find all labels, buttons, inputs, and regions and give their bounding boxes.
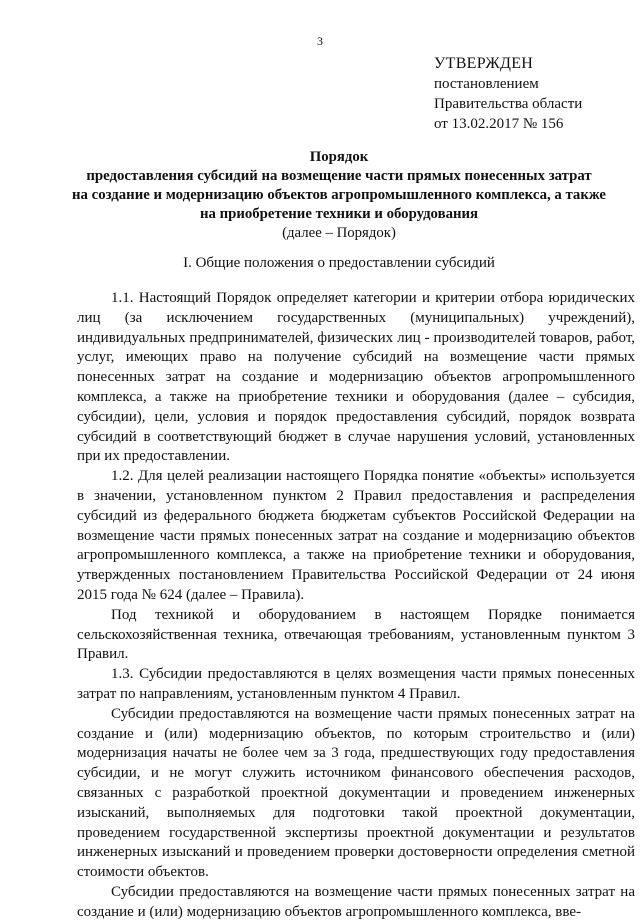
paragraph-subsidy-continued: Субсидии предоставляются на возмещение части прямых понесенных затрат на создание и (или) модернизацию объектов агропромышленного комплекса, вве- (77, 883, 635, 920)
paragraph-1-1: 1.1. Настоящий Порядок определяет категории и критерии отбора юридических лиц (за исключением государственных (муниципальных) учреждений), индивидуальных предпринимателей, физических лиц - производителей товаров, работ, услуг, имеющих право на получение субсидий на возмещение части прямых понесенных затрат на создание и модернизацию объектов агропромышленного комплекса, а также на приобретение техники и оборудования (далее – субсидия, субсидии), цели, условия и порядок предоставления субсидий, порядок возврата субсидий в соответствующий бюджет в случае нарушения условий, установленных при их предоставлении. (77, 290, 635, 465)
document-title (40, 148, 638, 243)
approval-stamp (434, 54, 634, 134)
title-heading: Порядок (309, 149, 369, 165)
paragraph-1-3: 1.3. Субсидии предоставляются в целях возмещения части прямых понесенных затрат по направлениям, установленным пунктом 4 Правил. (77, 666, 635, 702)
approval-line-1: постановлением (434, 76, 539, 92)
approval-title: УТВЕРЖДЕН (434, 55, 534, 72)
section-heading: I. Общие положения о предоставлении субсидий (183, 255, 495, 271)
paragraph-1-2: 1.2. Для целей реализации настоящего Порядка понятие «объекты» используется в значении, установленном пунктом 2 Правил предоставления и распределения субсидий из федерального бюджета бюджетам субъектов Российской Федерации на возмещение части прямых понесенных затрат на создание и модернизацию объектов агропромышленного комплекса, а также на приобретение техники и оборудования, утвержденных постановлением Правительства Российской Федерации от 24 июня 2015 года № 624 (далее – Правила). (77, 468, 635, 603)
title-line-2: на создание и модернизацию объектов агропромышленного комплекса, а также (72, 187, 606, 203)
document-body (77, 289, 635, 923)
approval-line-2: Правительства области (434, 96, 583, 112)
page-number: 3 (317, 34, 323, 48)
title-line-3: на приобретение техники и оборудования (199, 206, 479, 222)
paragraph-equipment: Под техникой и оборудованием в настоящем Порядке понимается сельскохозяйственная техника, отвечающая требованиям, установленным пунктом 3 Правил. (77, 606, 635, 663)
paragraph-subsidy-conditions: Субсидии предоставляются на возмещение части прямых понесенных затрат на создание и (или) модернизацию объектов, по которым строительство и (или) модернизация начаты не более чем за 3 года, предшествующих году предоставления субсидии, и не могут служить источником финансового обеспечения расходов, связанных с разработкой проектной документации и проведением инженерных изысканий, выполняемых для подготовки такой проектной документации, проведением государственной экспертизы проектной документации и результатов инженерных изысканий и проведением проверки достоверности определения сметной стоимости объектов. (77, 705, 635, 881)
title-line-1: предоставления субсидий на возмещение части прямых понесенных затрат (86, 168, 592, 184)
title-short-name: (далее – Порядок) (282, 225, 396, 241)
approval-line-3: от 13.02.2017 № 156 (434, 116, 564, 132)
